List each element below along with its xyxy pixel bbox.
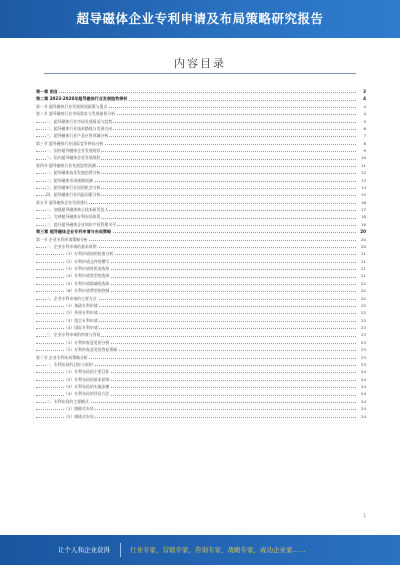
toc-entry[interactable]	[36, 302, 366, 309]
toc-entry-label: （1）基础专利申请	[64, 302, 98, 308]
footer-slogan: 让个人和企业获得	[58, 546, 110, 554]
toc-entry-page: 22	[357, 309, 366, 316]
toc-entry-label: 三、企业专利申请的审查与答复	[46, 332, 101, 338]
toc-entry-label: 第一节 企业专利申请策略分析	[36, 236, 88, 242]
toc-entry-label: （2）外围专利申请	[64, 310, 98, 316]
table-of-contents	[36, 88, 366, 420]
toc-entry-label: （1）路障式布局	[64, 406, 94, 412]
toc-entry-page: 23	[357, 324, 366, 331]
toc-entry-page: 24	[357, 398, 366, 405]
toc-entry[interactable]	[36, 258, 366, 265]
toc-entry-label: 第一章 前言	[36, 89, 58, 94]
toc-entry-page: 21	[357, 258, 366, 265]
toc-entry-page: 17	[357, 206, 366, 213]
toc-entry-label: 第一节 超导磁体行业发展规划政策与重点	[36, 103, 108, 109]
toc-entry-page: 22	[357, 280, 366, 287]
toc-entry-page: 23	[357, 361, 366, 368]
toc-entry-label: （4）专利布局的评估方法	[64, 391, 110, 397]
toc-entry-label: （4）专利申请类型的选择	[64, 273, 110, 279]
toc-entry-label: 第四节 超导磁体行业发展趋势预测	[36, 162, 96, 168]
toc-entry-label: 第三节 超导磁体行业国际竞争格局分析	[36, 140, 104, 146]
toc-entry-page: 23	[357, 317, 366, 324]
toc-entry-page: 10	[357, 154, 366, 161]
toc-entry-label: 三、超导磁体行业产品应用领域分析	[46, 133, 109, 139]
toc-entry[interactable]	[36, 383, 366, 390]
toc-entry-page: 24	[357, 368, 366, 375]
toc-entry[interactable]	[36, 236, 366, 243]
page-number: 1	[363, 514, 366, 519]
toc-entry-page: 23	[357, 339, 366, 346]
toc-entry-page: 24	[357, 405, 366, 412]
toc-entry-page: 13	[357, 177, 366, 184]
toc-entry-page: 3	[357, 88, 366, 95]
toc-entry-label: 一、专利布局的目标与原则	[46, 361, 93, 367]
toc-entry-page: 24	[357, 413, 366, 420]
toc-entry[interactable]	[36, 154, 366, 161]
toc-entry[interactable]	[36, 162, 366, 169]
toc-entry[interactable]	[36, 213, 366, 220]
toc-entry[interactable]	[36, 309, 366, 316]
footer-band	[0, 535, 400, 565]
toc-entry-label: 一、加强超导磁体核心技术研发投入	[46, 207, 109, 212]
toc-entry-page: 12	[357, 169, 366, 176]
toc-entry-page: 6	[357, 125, 366, 132]
toc-entry-page: 21	[357, 265, 366, 272]
toc-entry[interactable]	[36, 413, 366, 420]
toc-entry-page: 23	[357, 354, 366, 361]
toc-entry[interactable]	[36, 177, 366, 184]
toc-entry-label: 二、完善超导磁体专利布局体系	[46, 214, 101, 220]
toc-entry-label: 第五节 超导磁体企业发展建议	[36, 199, 88, 205]
toc-entry-page: 20	[357, 236, 366, 243]
toc-entry-label: 一、国外超导磁体企业发展现状	[46, 148, 101, 153]
toc-heading-rule	[44, 73, 356, 74]
toc-leader-dots	[36, 92, 356, 93]
toc-entry[interactable]	[36, 125, 366, 132]
toc-entry[interactable]	[36, 376, 366, 383]
toc-entry-label: （5）专利申请地域的选择	[64, 280, 110, 286]
toc-entry-page: 20	[357, 228, 366, 235]
toc-entry[interactable]	[36, 243, 366, 250]
toc-entry-label: 第二章 2023-2028年超导磁体行业发展趋势探析	[36, 96, 128, 102]
toc-entry-page: 21	[357, 250, 366, 257]
report-title: 超导磁体企业专利申请及布局策略研究报告	[76, 11, 324, 26]
toc-entry-label: （4）国际专利申请	[64, 325, 98, 330]
toc-entry-label: 二、企业专利申请的主要方式	[46, 295, 97, 301]
toc-entry[interactable]	[36, 295, 366, 302]
toc-entry[interactable]	[36, 398, 366, 405]
toc-entry-label: （3）组合专利申请	[64, 317, 98, 323]
toc-entry-label: （2）专利审查意见的答复策略	[64, 347, 118, 353]
toc-entry-label: （1）专利布局的主要目标	[64, 369, 110, 375]
toc-entry[interactable]	[36, 132, 366, 139]
toc-entry[interactable]	[36, 95, 366, 102]
toc-entry-label: 二、国内超导磁体企业发展现状	[46, 155, 101, 161]
toc-entry[interactable]	[36, 280, 366, 287]
toc-entry-page: 9	[357, 147, 366, 154]
toc-entry[interactable]	[36, 265, 366, 272]
toc-entry-page: 22	[357, 287, 366, 294]
toc-entry[interactable]	[36, 390, 366, 397]
toc-entry-page: 4	[357, 95, 366, 102]
toc-entry[interactable]	[36, 206, 366, 213]
toc-entry[interactable]	[36, 228, 366, 235]
toc-entry[interactable]	[36, 324, 366, 331]
toc-entry[interactable]	[36, 110, 366, 117]
toc-entry-page: 24	[357, 390, 366, 397]
toc-entry-label: 二、专利布局的主要模式	[46, 398, 89, 404]
toc-entry[interactable]	[36, 191, 366, 198]
toc-entry[interactable]	[36, 103, 366, 110]
toc-entry-page: 24	[357, 383, 366, 390]
toc-entry-label: 三、提升超导磁体企业知识产权管理水平	[46, 221, 117, 227]
toc-entry-page: 22	[357, 295, 366, 302]
toc-entry-label: 一、企业专利申请的基本原则	[46, 243, 97, 249]
toc-entry[interactable]	[36, 331, 366, 338]
toc-entry-page: 11	[357, 162, 366, 169]
toc-entry-page: 20	[357, 243, 366, 250]
toc-entry-label: 二、超导磁体市场规模预测	[46, 177, 93, 183]
toc-entry-label: （3）专利布局的实施步骤	[64, 384, 110, 389]
toc-entry-page: 22	[357, 302, 366, 309]
toc-entry-page: 8	[357, 140, 366, 147]
toc-entry[interactable]	[36, 405, 366, 412]
toc-entry-label: 第三章 超导磁体企业专利申请与布局策略	[36, 229, 112, 235]
toc-entry-label: 一、超导磁体技术发展趋势分析	[46, 170, 101, 176]
toc-entry[interactable]	[36, 88, 366, 95]
toc-entry-page: 18	[357, 213, 366, 220]
toc-entry[interactable]	[36, 250, 366, 257]
footer-experts: 行业专家，营销专家，咨询专家，战略专家，成功企业家……	[130, 546, 306, 554]
toc-entry[interactable]	[36, 361, 366, 368]
toc-entry-page: 4	[357, 103, 366, 110]
toc-entry[interactable]	[36, 199, 366, 206]
toc-entry-page: 23	[357, 346, 366, 353]
toc-entry-label: （6）专利申请费用的控制	[64, 288, 110, 294]
toc-entry-page: 5	[357, 118, 366, 125]
toc-entry-label: （2）城墙式布局	[64, 413, 94, 419]
toc-entry-page: 14	[357, 184, 366, 191]
toc-entry-label: 第二节 企业专利布局策略分析	[36, 354, 88, 360]
toc-entry[interactable]	[36, 287, 366, 294]
toc-entry[interactable]	[36, 368, 366, 375]
toc-entry-page: 21	[357, 272, 366, 279]
toc-heading: 内容目录	[174, 57, 226, 70]
toc-entry[interactable]	[36, 118, 366, 125]
toc-entry-label: 第二节 超导磁体行业市场需求与发展前景分析	[36, 111, 116, 117]
toc-entry-page: 16	[357, 199, 366, 206]
toc-entry-label: （1）专利申请前的检索分析	[64, 251, 114, 257]
toc-entry-label: （1）专利审查意见的分析	[64, 339, 110, 345]
toc-entry-label: 四、超导磁体行业风险因素分析	[46, 192, 101, 198]
header-band	[0, 0, 400, 38]
toc-entry-label: （2）专利布局的基本原则	[64, 376, 110, 382]
toc-entry[interactable]	[36, 221, 366, 228]
toc-entry-page: 19	[357, 221, 366, 228]
toc-entry-label: 三、超导磁体行业投资机会分析	[46, 184, 101, 190]
toc-entry-page: 4	[357, 110, 366, 117]
toc-entry-label: （2）专利申请文件的撰写	[64, 258, 110, 264]
toc-entry[interactable]	[36, 140, 366, 147]
toc-entry-page: 7	[357, 132, 366, 139]
toc-entry[interactable]	[36, 184, 366, 191]
toc-entry[interactable]	[36, 354, 366, 361]
toc-entry[interactable]	[36, 147, 366, 154]
footer-divider	[120, 543, 121, 557]
toc-entry-page: 23	[357, 331, 366, 338]
toc-entry-page: 15	[357, 191, 366, 198]
toc-entry-label: （3）专利申请时机的选择	[64, 266, 110, 271]
toc-entry[interactable]	[36, 169, 366, 176]
toc-entry-label: 一、超导磁体行业市场发展情况与趋势	[46, 118, 113, 124]
toc-entry[interactable]	[36, 346, 366, 353]
toc-entry-page: 24	[357, 376, 366, 383]
toc-entry[interactable]	[36, 272, 366, 279]
toc-entry[interactable]	[36, 317, 366, 324]
toc-entry-label: 二、超导磁体行业技术路线与发展方向	[46, 125, 113, 131]
toc-entry[interactable]	[36, 339, 366, 346]
